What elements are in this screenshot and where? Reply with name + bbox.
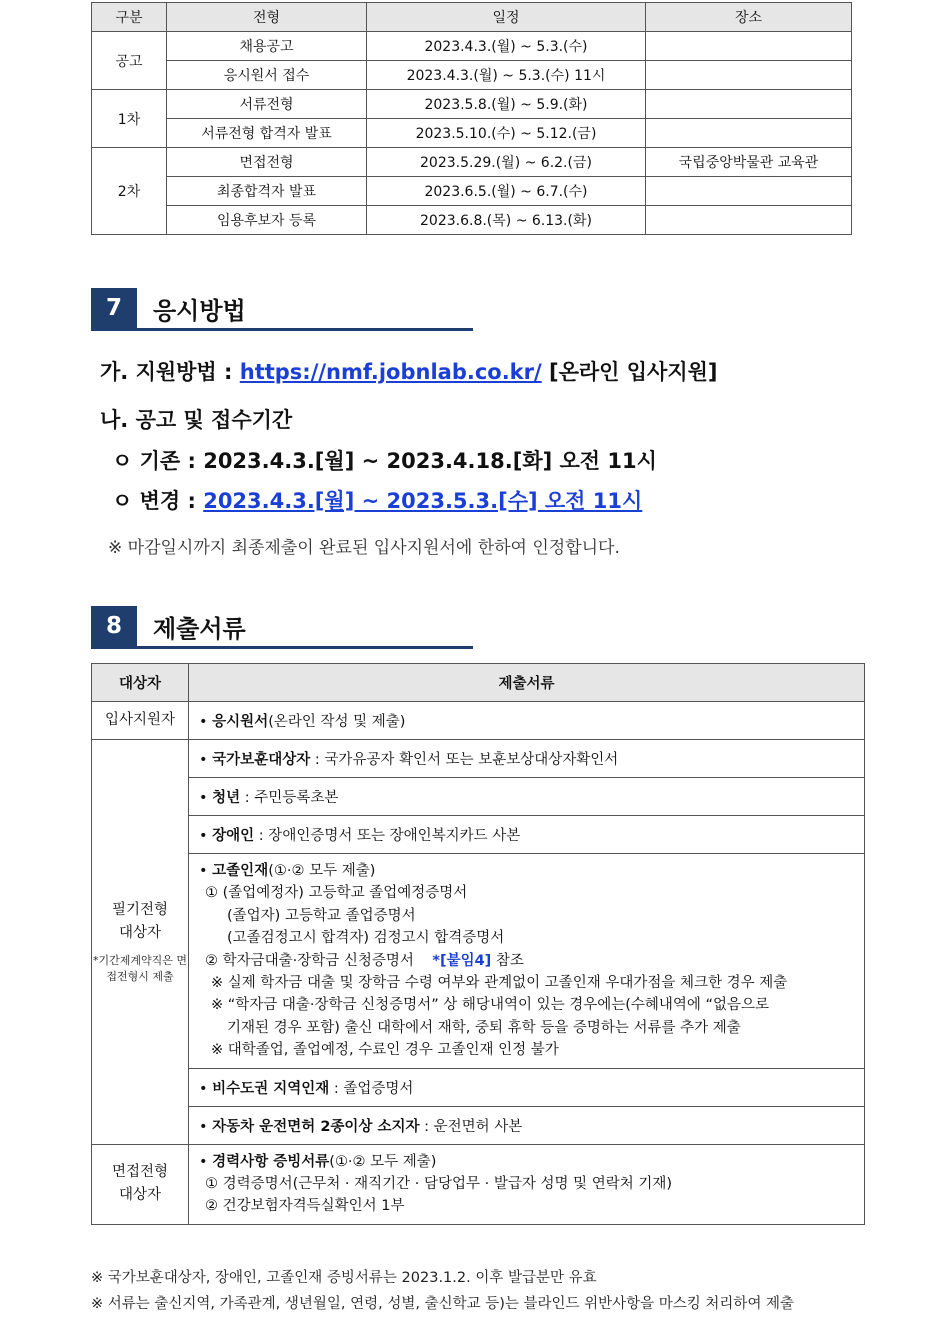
period-title: 나. 공고 및 접수기간 xyxy=(100,408,293,432)
target-cell: 입사지원자 xyxy=(92,702,189,740)
document-item: • 자동차 운전면허 2종이상 소지자 : 운전면허 사본 xyxy=(189,1106,865,1144)
date-cell: 2023.4.3.(월) ~ 5.3.(수) xyxy=(367,32,646,61)
place-cell xyxy=(646,90,852,119)
table-row xyxy=(92,1144,865,1224)
stage-cell: 임용후보자 등록 xyxy=(167,206,367,235)
date-cell: 2023.5.29.(월) ~ 6.2.(금) xyxy=(367,148,646,177)
documents-header: 대상자 xyxy=(92,664,189,702)
schedule-header-row xyxy=(92,3,852,32)
doc-line: (고졸검정고시 합격자) 검정고시 합격증명서 xyxy=(227,930,505,947)
stage-cell: 최종합격자 발표 xyxy=(167,177,367,206)
date-cell: 2023.6.8.(목) ~ 6.13.(화) xyxy=(367,206,646,235)
table-row xyxy=(92,61,852,90)
footnote: ※ 국가보훈대상자, 장애인, 고졸인재 증빙서류는 2023.1.2. 이후 발급분만 유효 xyxy=(91,1270,597,1286)
group-label: 공고 xyxy=(92,32,167,90)
apply-method-line xyxy=(100,356,718,386)
target-line: 면접전형 xyxy=(111,1164,169,1181)
table-row xyxy=(92,816,865,854)
stage-cell: 채용공고 xyxy=(167,32,367,61)
group-label: 1차 xyxy=(92,90,167,148)
schedule-header: 장소 xyxy=(646,3,852,32)
documents-header-row xyxy=(92,664,865,702)
table-row xyxy=(92,1068,865,1106)
attachment-ref: *[붙임4] xyxy=(432,952,492,969)
doc-line: (졸업자) 고등학교 졸업증명서 xyxy=(227,907,416,924)
career-block xyxy=(189,1144,865,1224)
section-number: 8 xyxy=(91,606,137,646)
original-period-value: 2023.4.3.[월] ~ 2023.4.18.[화] 오전 11시 xyxy=(203,449,657,473)
apply-url-link[interactable]: https://nmf.jobnlab.co.kr/ xyxy=(239,360,542,384)
schedule-header: 구분 xyxy=(92,3,167,32)
place-cell xyxy=(646,206,852,235)
schedule-header: 전형 xyxy=(167,3,367,32)
schedule-header: 일정 xyxy=(367,3,646,32)
target-line: 대상자 xyxy=(118,924,162,941)
section-title: 응시방법 xyxy=(153,297,246,325)
doc-note: 기재된 경우 포함) 출신 대학에서 재학, 중퇴 휴학 등을 증명하는 서류를 추가 제출 xyxy=(227,1019,741,1036)
table-row xyxy=(92,778,865,816)
highschool-talent-block xyxy=(189,854,865,1069)
document-item: • 경력사항 증빙서류(①·② 모두 제출) xyxy=(199,1153,437,1170)
target-line: 필기전형 xyxy=(111,901,169,918)
contract-note: *기간제계약직은 면접전형시 제출 xyxy=(92,954,187,984)
document-item: • 청년 : 주민등록초본 xyxy=(189,778,865,816)
stage-cell: 면접전형 xyxy=(167,148,367,177)
place-cell xyxy=(646,61,852,90)
documents-header: 제출서류 xyxy=(189,664,865,702)
place-cell: 국립중앙박물관 교육관 xyxy=(646,148,852,177)
group-label: 2차 xyxy=(92,148,167,235)
table-row xyxy=(92,1106,865,1144)
table-row xyxy=(92,206,852,235)
changed-period-label: ㅇ 변경 : xyxy=(112,489,196,513)
document-item: • 응시원서(온라인 작성 및 제출) xyxy=(189,702,865,740)
schedule-table xyxy=(91,2,852,235)
place-cell xyxy=(646,119,852,148)
document-item: • 비수도권 지역인재 : 졸업증명서 xyxy=(189,1068,865,1106)
section-underline xyxy=(91,646,473,649)
doc-line: ② 학자금대출·장학금 신청증명서 *[붙임4] 참조 xyxy=(205,952,524,969)
target-cell xyxy=(92,1144,189,1224)
doc-line: ② 건강보험자격득실확인서 1부 xyxy=(205,1198,405,1215)
documents-table xyxy=(91,663,865,1225)
doc-note: ※ 실제 학자금 대출 및 장학금 수령 여부와 관계없이 고졸인재 우대가점을 체크한 경우 제출 xyxy=(211,975,788,992)
original-period-label: ㅇ 기존 : xyxy=(112,449,196,473)
target-line: 대상자 xyxy=(118,1187,162,1204)
table-row xyxy=(92,90,852,119)
table-row xyxy=(92,702,865,740)
section-7-header xyxy=(91,288,473,328)
doc-note: ※ 대학졸업, 졸업예정, 수료인 경우 고졸인재 인정 불가 xyxy=(211,1042,559,1059)
document-item: • 고졸인재(①·② 모두 제출) xyxy=(199,863,376,879)
date-cell: 2023.6.5.(월) ~ 6.7.(수) xyxy=(367,177,646,206)
table-row xyxy=(92,177,852,206)
date-cell: 2023.4.3.(월) ~ 5.3.(수) 11시 xyxy=(367,61,646,90)
table-row xyxy=(92,854,865,1069)
stage-cell: 응시원서 접수 xyxy=(167,61,367,90)
date-cell: 2023.5.8.(월) ~ 5.9.(화) xyxy=(367,90,646,119)
place-cell xyxy=(646,177,852,206)
apply-method-label: 가. 지원방법 : xyxy=(100,360,233,384)
doc-line: ① (졸업예정자) 고등학교 졸업예정증명서 xyxy=(205,885,468,902)
footnote: ※ 서류는 출신지역, 가족관계, 생년월일, 연령, 성별, 출신학교 등)는 블라인드 위반사항을 마스킹 처리하여 제출 xyxy=(91,1296,795,1312)
original-period-line xyxy=(112,445,657,475)
target-cell xyxy=(92,740,189,1145)
place-cell xyxy=(646,32,852,61)
changed-period-value: 2023.4.3.[월] ~ 2023.5.3.[수] 오전 11시 xyxy=(203,489,643,513)
section-number: 7 xyxy=(91,288,137,328)
section-underline xyxy=(91,328,473,331)
date-cell: 2023.5.10.(수) ~ 5.12.(금) xyxy=(367,119,646,148)
stage-cell: 서류전형 합격자 발표 xyxy=(167,119,367,148)
table-row xyxy=(92,148,852,177)
apply-method-suffix: [온라인 입사지원] xyxy=(549,360,718,384)
doc-note: ※ “학자금 대출·장학금 신청증명서” 상 해당내역이 있는 경우에는(수혜내역에 “없음으로 xyxy=(211,997,770,1014)
document-item: • 장애인 : 장애인증명서 또는 장애인복지카드 사본 xyxy=(189,816,865,854)
deadline-note: ※ 마감일시까지 최종제출이 완료된 입사지원서에 한하여 인정합니다. xyxy=(108,538,620,558)
changed-period-line xyxy=(112,485,642,515)
table-row xyxy=(92,119,852,148)
section-title: 제출서류 xyxy=(153,615,246,643)
section-8-header xyxy=(91,606,473,646)
doc-line: ① 경력증명서(근무처 · 재직기간 · 담당업무 · 발급자 성명 및 연락처 기재) xyxy=(205,1176,673,1193)
stage-cell: 서류전형 xyxy=(167,90,367,119)
table-row xyxy=(92,740,865,778)
table-row xyxy=(92,32,852,61)
document-item: • 국가보훈대상자 : 국가유공자 확인서 또는 보훈보상대상자확인서 xyxy=(189,740,865,778)
